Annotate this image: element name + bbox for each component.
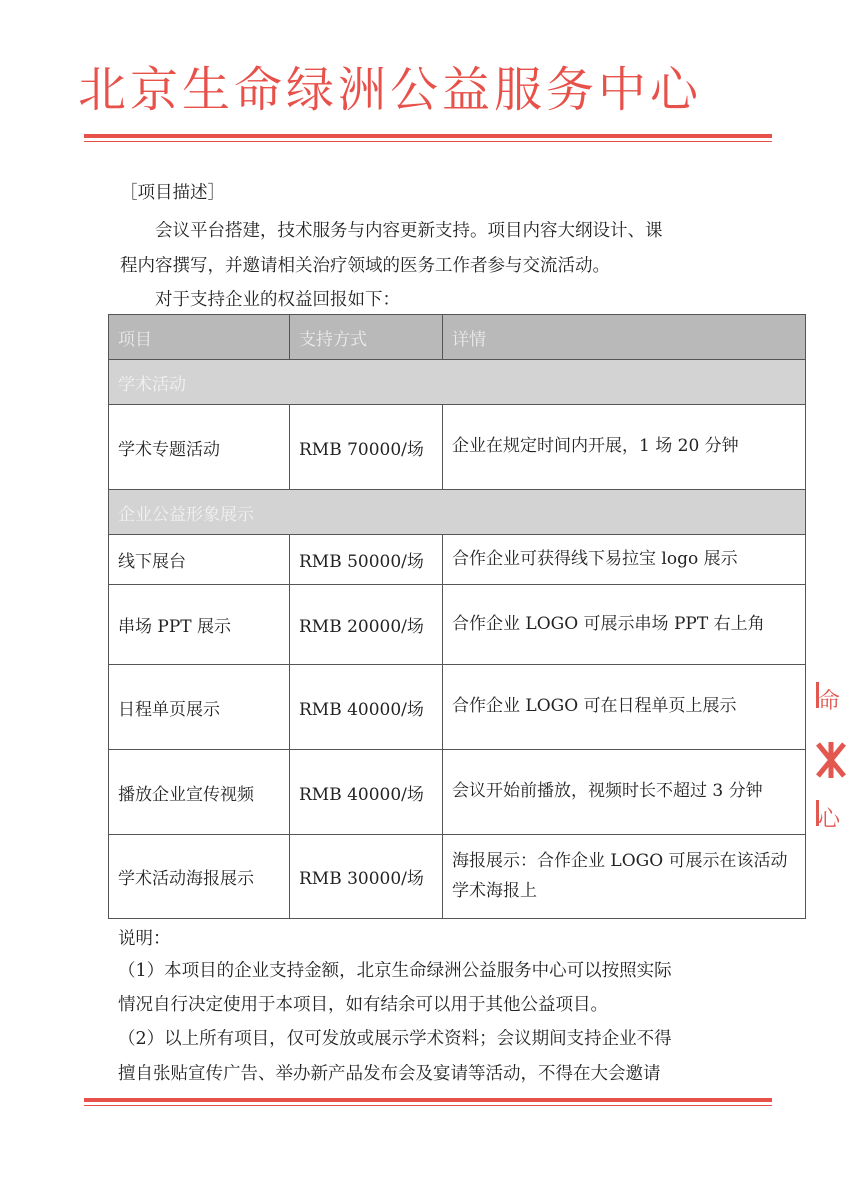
row-item: 播放企业宣传视频 [109,750,290,835]
section-label: ［项目描述］ [120,183,225,203]
letterhead-rule-thin [84,141,772,142]
footer-rule-thin [84,1105,772,1106]
note-2-line-2: 擅自张贴宣传广告、举办新产品发布会及宴请等活动，不得在大会邀请 [118,1064,661,1084]
seal-mark-icon [816,740,846,780]
row-detail: 会议开始前播放，视频时长不超过 3 分钟 [443,750,806,835]
row-item: 线下展台 [109,535,290,585]
section-row-brand-display [109,490,806,535]
row-detail: 海报展示：合作企业 LOGO 可展示在该活动学术海报上 [443,835,806,919]
table-row [109,585,806,665]
notes-title: 说明： [118,929,171,949]
row-item: 串场 PPT 展示 [109,585,290,665]
benefits-table [108,314,806,919]
row-detail: 合作企业 LOGO 可展示串场 PPT 右上角 [443,585,806,665]
section-title: 学术活动 [109,360,806,405]
table-row [109,405,806,490]
table-row [109,750,806,835]
table-header-row [109,315,806,360]
red-seal-stamp [810,672,849,856]
row-support: RMB 40000/场 [290,665,443,750]
row-item: 日程单页展示 [109,665,290,750]
seal-character: 心 [818,807,841,832]
note-1-line-1: （1）本项目的企业支持金额，北京生命绿洲公益服务中心可以按照实际 [118,961,672,981]
description-line-1: 会议平台搭建，技术服务与内容更新支持。项目内容大纲设计、课 [155,221,663,241]
table-row [109,835,806,919]
row-support: RMB 40000/场 [290,750,443,835]
row-support: RMB 20000/场 [290,585,443,665]
column-header-support: 支持方式 [290,315,443,360]
section-row-academic [109,360,806,405]
row-support: RMB 70000/场 [290,405,443,490]
table-row [109,535,806,585]
footer-rule-thick [84,1098,772,1102]
column-header-item: 项目 [109,315,290,360]
section-title: 企业公益形象展示 [109,490,806,535]
column-header-detail: 详情 [443,315,806,360]
note-2-line-1: （2）以上所有项目，仅可发放或展示学术资料；会议期间支持企业不得 [118,1029,672,1049]
returns-intro: 对于支持企业的权益回报如下： [155,290,400,310]
row-detail: 合作企业可获得线下易拉宝 logo 展示 [443,535,806,585]
description-line-2: 程内容撰写，并邀请相关治疗领域的医务工作者参与交流活动。 [120,256,610,276]
row-support: RMB 50000/场 [290,535,443,585]
row-detail: 企业在规定时间内开展，1 场 20 分钟 [443,405,806,490]
row-support: RMB 30000/场 [290,835,443,919]
row-detail: 合作企业 LOGO 可在日程单页上展示 [443,665,806,750]
note-1-line-2: 情况自行决定使用于本项目，如有结余可以用于其他公益项目。 [118,995,608,1015]
table-row [109,665,806,750]
letterhead-title: 北京生命绿洲公益服务中心 [78,62,703,118]
seal-character: 命 [818,689,841,714]
row-item: 学术专题活动 [109,405,290,490]
letterhead-rule-thick [84,134,772,138]
row-item: 学术活动海报展示 [109,835,290,919]
